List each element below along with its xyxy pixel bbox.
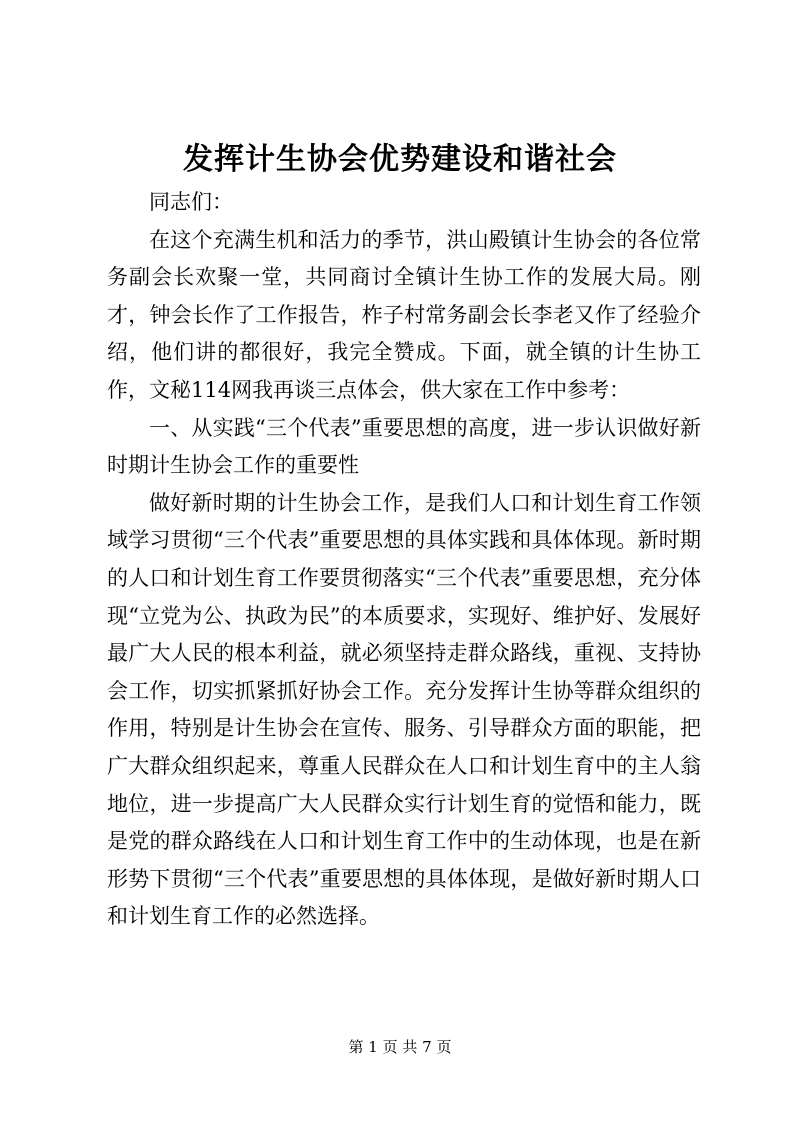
document-title: 发挥计生协会优势建设和谐社会: [183, 142, 617, 177]
salutation-paragraph: 同志们：: [149, 190, 233, 214]
intro-paragraph: 在这个充满生机和活力的季节，洪山殿镇计生协会的各位常务副会长欢聚一堂，共同商讨全镇计生协工作的发展大局。刚才，钟会长作了工作报告，柞子村常务副会长李老又作了经验介绍，他们讲的都很好，我完全赞成。下面，就全镇的计生协工作，文秘114网我再谈三点体会，供大家在工作中参考：: [107, 227, 701, 402]
document-body: [107, 184, 701, 936]
body-paragraph: 做好新时期的计生协会工作，是我们人口和计划生育工作领域学习贯彻“三个代表”重要思想的具体实践和具体体现。新时期的人口和计划生育工作要贯彻落实“三个代表”重要思想，充分体现“立党为公、执政为民”的本质要求，实现好、维护好、发展好最广大人民的根本利益，就必须坚持走群众路线，重视、支持协会工作，切实抓紧抓好协会工作。充分发挥计生协等群众组织的作用，特别是计生协会在宣传、服务、引导群众方面的职能，把广大群众组织起来，尊重人民群众在人口和计划生育中的主人翁地位，进一步提高广大人民群众实行计划生育的觉悟和能力，既是党的群众路线在人口和计划生育工作中的生动体现，也是在新形势下贯彻“三个代表”重要思想的具体体现，是做好新时期人口和计划生育工作的必然选择。: [107, 490, 701, 929]
page-number-footer: 第 1 页 共 7 页: [348, 1038, 452, 1056]
section-heading-paragraph: 一、从实践“三个代表”重要思想的高度，进一步认识做好新时期计生协会工作的重要性: [107, 415, 701, 478]
